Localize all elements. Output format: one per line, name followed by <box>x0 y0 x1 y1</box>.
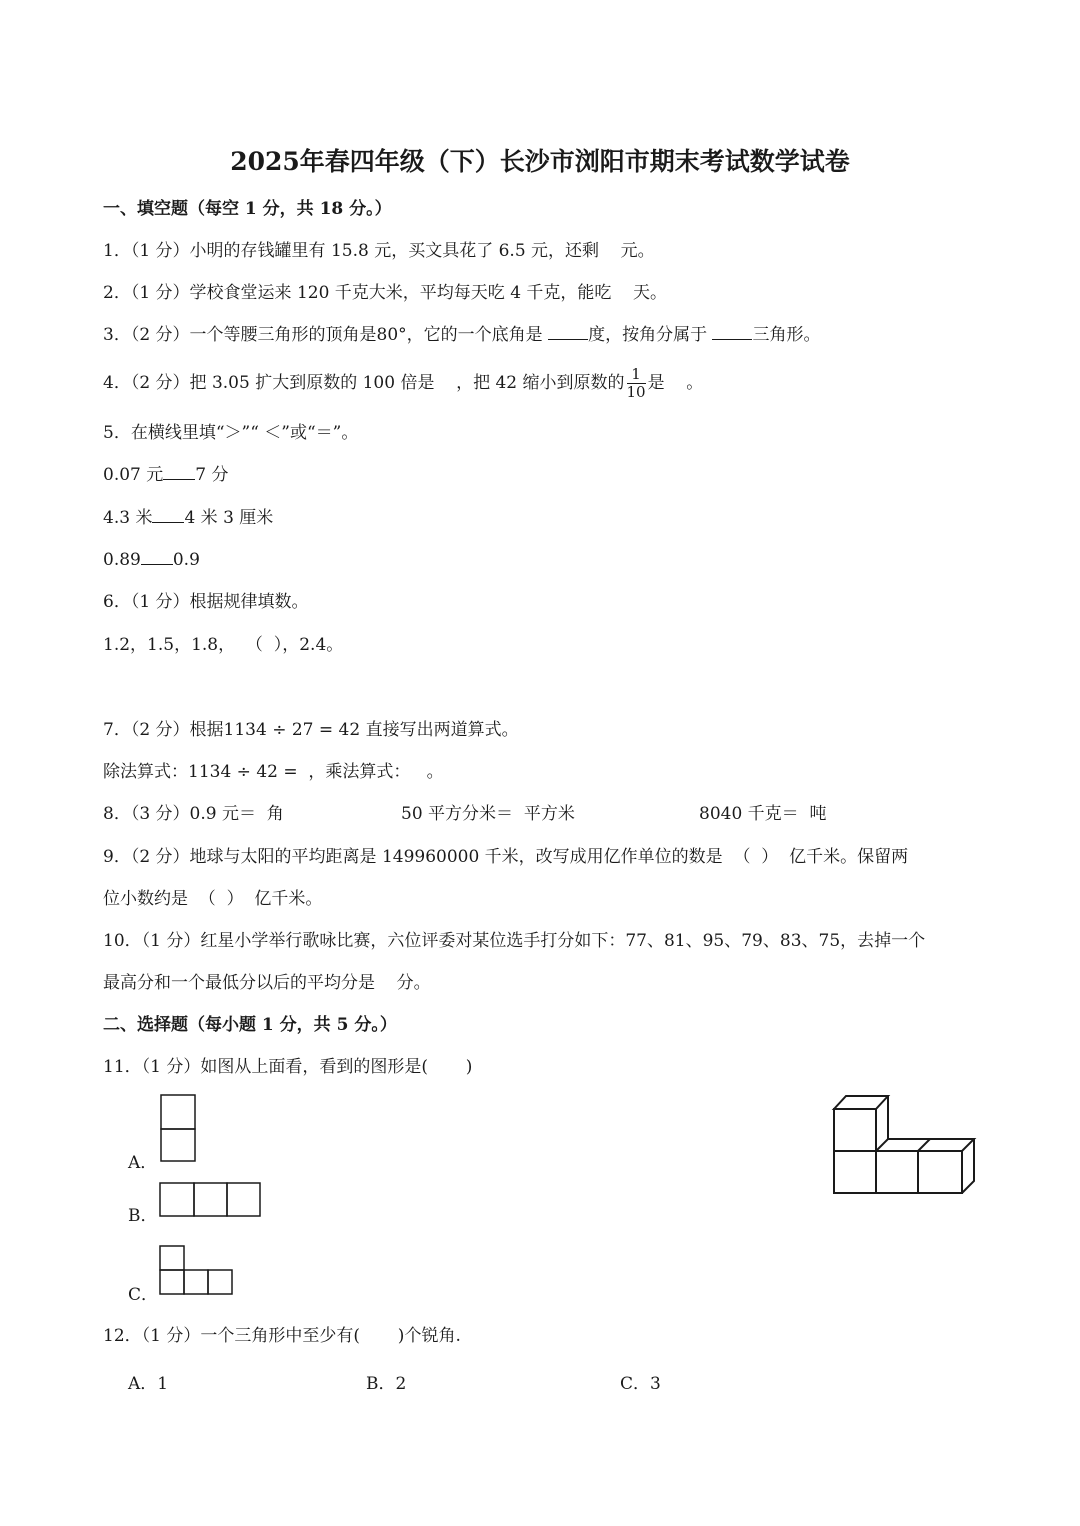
option-a-label: A． <box>128 1153 158 1173</box>
question-7-stem: 7．（2 分）根据1134 ÷ 27 = 42 直接写出两道算式。 <box>103 720 519 740</box>
compare-left: 0.07 元 <box>103 465 164 485</box>
option-b-figure <box>159 1182 263 1218</box>
section-fill-in-title: 一、填空题（每空 1 分，共 18 分。） <box>103 199 392 219</box>
question-12-option-a: A．1 <box>128 1374 169 1394</box>
question-5-row-2 <box>103 506 273 530</box>
question-7-answer-line: 除法算式：1134 ÷ 42 = ，乘法算式： 。 <box>103 762 444 782</box>
question-5-stem: 5．在横线里填“＞”“ ＜”或“＝”。 <box>103 423 359 443</box>
option-a-figure <box>160 1094 198 1164</box>
question-12-option-c: C．3 <box>620 1374 661 1394</box>
question-2: 2．（1 分）学校食堂运来 120 千克大米，平均每天吃 4 千克，能吃 天。 <box>103 283 668 303</box>
question-10-line-1: 10．（1 分）红星小学举行歌咏比赛，六位评委对某位选手打分如下：77、81、95、79、83、75，去掉一个 <box>103 931 926 951</box>
option-c-label: C． <box>128 1285 159 1305</box>
question-9-line-2: 位小数约是 （ ） 亿千米。 <box>103 889 323 909</box>
question-3-part-c: 三角形。 <box>752 325 821 345</box>
fraction-numerator: 1 <box>627 366 646 384</box>
answer-blank <box>548 325 588 340</box>
question-6-sequence: 1.2，1.5，1.8， （ ），2.4。 <box>103 635 344 655</box>
question-6-stem: 6．（1 分）根据规律填数。 <box>103 592 309 612</box>
question-5-row-1 <box>103 463 229 487</box>
question-8-part-a: 8．（3 分）0.9 元＝ 角 <box>103 804 284 824</box>
compare-right: 4 米 3 厘米 <box>184 508 274 528</box>
option-c-figure <box>159 1245 237 1297</box>
question-8-part-b: 50 平方分米＝ 平方米 <box>401 804 575 824</box>
question-10-line-2: 最高分和一个最低分以后的平均分是 分。 <box>103 973 431 993</box>
question-12-stem: 12．（1 分）一个三角形中至少有( )个锐角. <box>103 1326 461 1346</box>
fraction-denominator: 10 <box>626 383 646 401</box>
question-9-line-1: 9．（2 分）地球与太阳的平均距离是 149960000 千米，改写成用亿作单位的数是 （ ） 亿千米。保留两 <box>103 847 909 867</box>
question-4-part-a: 4．（2 分）把 3.05 扩大到原数的 100 倍是 ，把 42 缩小到原数的 <box>103 373 625 393</box>
question-5-row-3 <box>103 548 200 572</box>
question-1: 1．（1 分）小明的存钱罐里有 15.8 元，买文具花了 6.5 元，还剩 元。 <box>103 241 655 261</box>
question-11-stem: 11．（1 分）如图从上面看，看到的图形是( ) <box>103 1057 473 1077</box>
question-3-part-a: 3．（2 分）一个等腰三角形的顶角是80°，它的一个底角是 <box>103 325 549 345</box>
question-12-option-b: B．2 <box>366 1374 407 1394</box>
answer-blank <box>141 550 173 565</box>
question-3-part-b: 度，按角分属于 <box>588 325 713 345</box>
question-4 <box>103 363 703 403</box>
question-4-part-b: 是 。 <box>647 373 704 393</box>
fraction-one-tenth <box>627 366 646 401</box>
answer-blank <box>152 508 184 523</box>
compare-right: 0.9 <box>172 550 200 570</box>
compare-left: 0.89 <box>103 550 141 570</box>
exam-title: 2025年春四年级（下）长沙市浏阳市期末考试数学试卷 <box>230 147 850 176</box>
cube-stack-figure <box>830 1093 980 1199</box>
compare-right: 7 分 <box>195 465 229 485</box>
question-8-part-c: 8040 千克＝ 吨 <box>699 804 827 824</box>
question-3 <box>103 323 820 347</box>
answer-blank <box>163 465 195 480</box>
answer-blank <box>712 325 752 340</box>
compare-left: 4.3 米 <box>103 508 153 528</box>
section-choice-title: 二、选择题（每小题 1 分，共 5 分。） <box>103 1015 397 1035</box>
option-b-label: B． <box>128 1206 158 1226</box>
